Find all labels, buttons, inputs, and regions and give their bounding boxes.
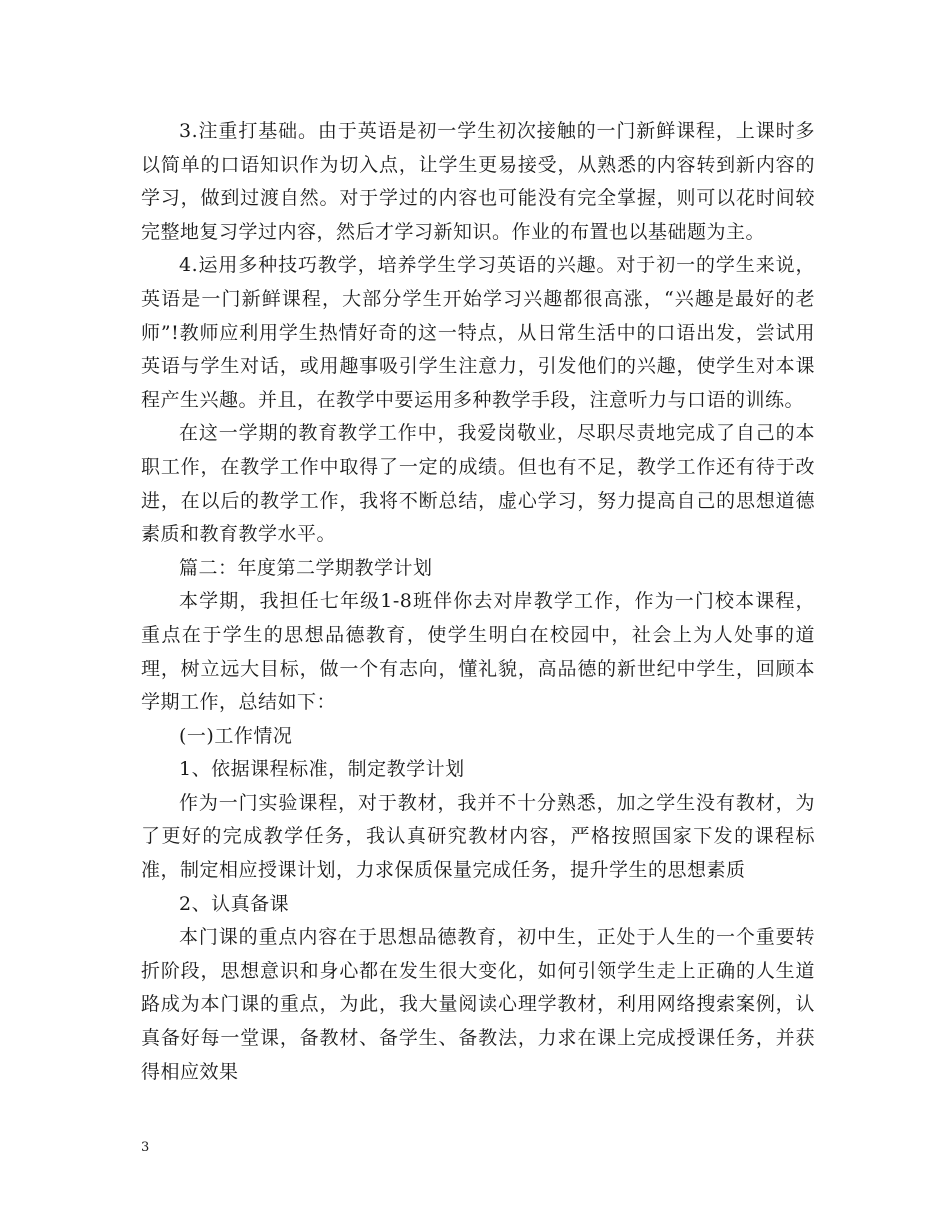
subheading-work-situation: (一)工作情况 [179, 724, 293, 747]
subheading-lesson-prep: 2、认真备课 [179, 892, 290, 915]
paragraph-course-focus: 本门课的重点内容在于思想品德教育，初中生，正处于人生的一个重要转折阶段，思想意识和身心都在发生很大变化，如何引领学生走上正确的人生道路成为本门课的重点，为此，我大量阅读心理学教材，利用网络搜索案例，认真备好每一堂课，备教材、备学生、备教法，力求在课上完成授课任务，并获得相应效果 [141, 926, 815, 1083]
page-number: 3 [141, 1140, 150, 1155]
subheading-curriculum-standard: 1、依据课程标准，制定教学计划 [179, 758, 465, 781]
paragraph-point-3: 3.注重打基础。由于英语是初一学生初次接触的一门新鲜课程，上课时多以简单的口语知识作为切入点，让学生更易接受，从熟悉的内容转到新内容的学习，做到过渡自然。对于学过的内容也可能没有完全掌握，则可以花时间较完整地复习学过内容，然后才学习新知识。作业的布置也以基础题为主。 [141, 120, 815, 243]
section-heading-part-two: 篇二：年度第二学期教学计划 [179, 556, 433, 579]
paragraph-semester-summary: 在这一学期的教育教学工作中，我爱岗敬业，尽职尽责地完成了自己的本职工作，在教学工作中取得了一定的成绩。但也有不足，教学工作还有待于改进，在以后的教学工作，我将不断总结，虚心学习，努力提高自己的思想道德素质和教育教学水平。 [141, 422, 815, 546]
document-body [141, 115, 815, 1089]
paragraph-intro: 本学期，我担任七年级1-8班伴你去对岸教学工作，作为一门校本课程，重点在于学生的思想品德教育，使学生明白在校园中，社会上为人处事的道理，树立远大目标，做一个有志向，懂礼貌，高品德的新世纪中学生，回顾本学期工作，总结如下： [141, 590, 815, 714]
paragraph-experimental-course: 作为一门实验课程，对于教材，我并不十分熟悉，加之学生没有教材，为了更好的完成教学任务，我认真研究教材内容，严格按照国家下发的课程标准，制定相应授课计划，力求保质保量完成任务，提升学生的思想素质 [141, 791, 815, 882]
paragraph-point-4: 4.运用多种技巧教学，培养学生学习英语的兴趣。对于初一的学生来说，英语是一门新鲜课程，大部分学生开始学习兴趣都很高涨，“兴趣是最好的老师”!教师应利用学生热情好奇的这一特点，从日常生活中的口语出发，尝试用英语与学生对话，或用趣事吸引学生注意力，引发他们的兴趣，使学生对本课程产生兴趣。并且，在教学中要运用多种教学手段，注意听力与口语的训练。 [141, 254, 815, 411]
